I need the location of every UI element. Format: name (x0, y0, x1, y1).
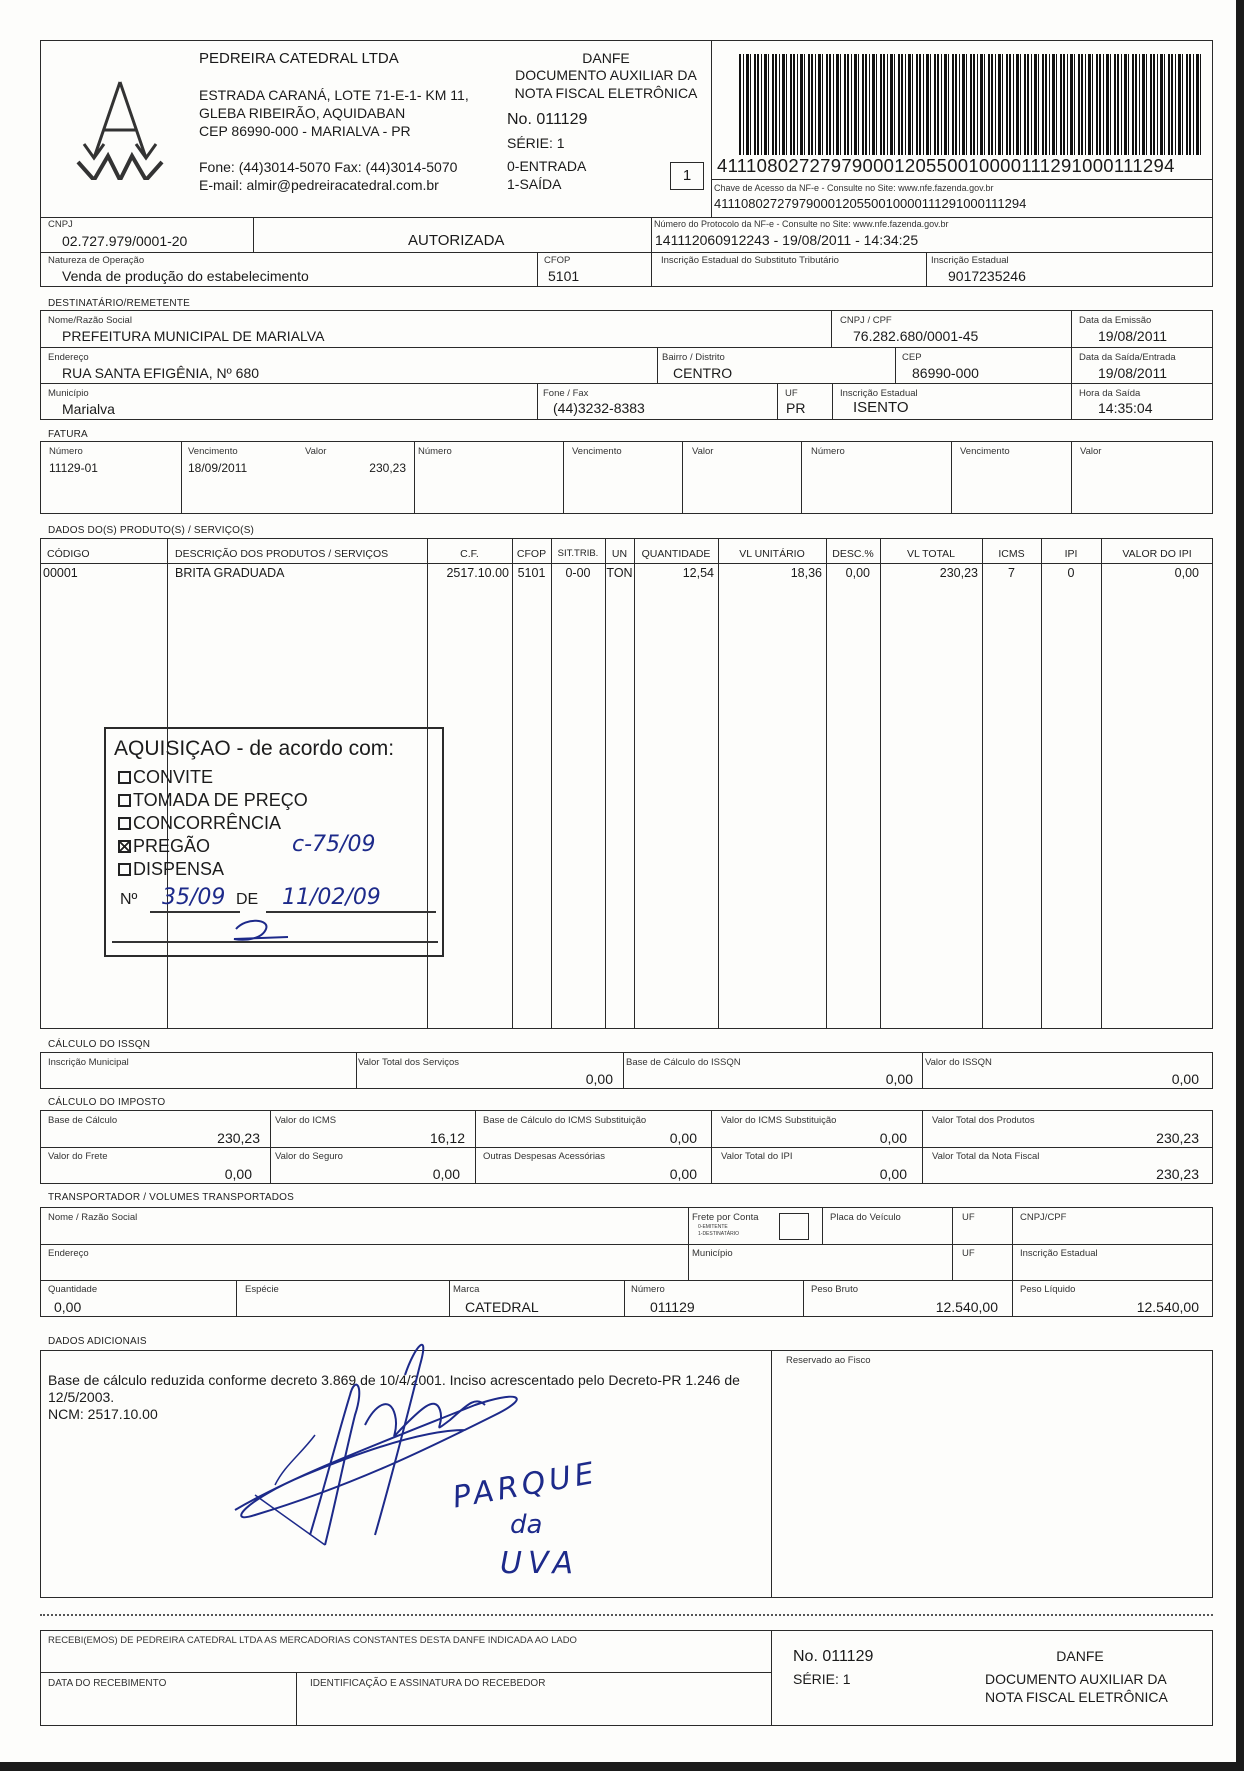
stamp-option-tomada: TOMADA DE PREÇO (118, 790, 308, 811)
canhoto-subtitle1: DOCUMENTO AUXILIAR DA (985, 1671, 1167, 1687)
prod-vl-total: 230,23 (939, 566, 978, 580)
transp-frete-label: Frete por Conta (692, 1212, 759, 1223)
prod-icms: 7 (1008, 566, 1015, 580)
transp-pbruto: 12.540,00 (935, 1299, 998, 1315)
transp-esp-label: Espécie (245, 1284, 279, 1295)
transp-qtd-label: Quantidade (48, 1284, 98, 1295)
col-ipi: IPI (1064, 548, 1078, 560)
dest-cep-label: CEP (902, 352, 922, 363)
emitter-name: PEDREIRA CATEDRAL LTDA (199, 50, 399, 67)
imp-outras-label: Outras Despesas Acessórias (483, 1151, 605, 1162)
stamp-num-prefix: Nº (120, 891, 138, 908)
fat-valor-label-1: Valor (305, 446, 327, 457)
fat-valor: 230,23 (369, 461, 406, 475)
issqn-vts: 0,00 (585, 1071, 613, 1087)
imp-tot-prod: 230,23 (1156, 1130, 1199, 1146)
handwritten-signature (215, 1335, 545, 1585)
imp-seguro-label: Valor do Seguro (275, 1151, 343, 1162)
imp-tot-nota: 230,23 (1156, 1166, 1199, 1182)
canhoto-subtitle2: NOTA FISCAL ELETRÔNICA (985, 1689, 1168, 1705)
dest-cnpj-label: CNPJ / CPF (840, 315, 892, 326)
prod-cf: 2517.10.00 (446, 566, 509, 580)
fat-numero-label-1: Número (49, 446, 83, 457)
transp-nome-label: Nome / Razão Social (48, 1212, 138, 1223)
handwritten-parque: PARQUE (450, 1455, 601, 1516)
transp-marca: CATEDRAL (465, 1299, 539, 1315)
imp-base-st: 0,00 (669, 1130, 697, 1146)
col-descricao: DESCRIÇÃO DOS PRODUTOS / SERVIÇOS (175, 548, 389, 560)
transp-placa-label: Placa do Veículo (830, 1212, 901, 1223)
imp-frete-label: Valor do Frete (48, 1151, 108, 1162)
dest-bairro: CENTRO (673, 365, 733, 381)
dest-emissao: 19/08/2011 (1098, 328, 1168, 344)
barcode-number: 41110802727979000120550010000111291000111294 (717, 155, 1175, 176)
fat-valor-label-2: Valor (692, 446, 714, 457)
transp-ie-label: Inscrição Estadual (1020, 1248, 1098, 1259)
transp-end-label: Endereço (48, 1248, 89, 1259)
issqn-vts-label: Valor Total dos Serviços (358, 1057, 460, 1068)
transp-marca-label: Marca (453, 1284, 480, 1295)
dest-uf-label: UF (785, 388, 798, 399)
dest-emissao-label: Data da Emissão (1079, 315, 1152, 326)
canhoto-data-label: DATA DO RECEBIMENTO (48, 1678, 167, 1689)
col-quantidade: QUANTIDADE (641, 548, 711, 560)
issqn-base: 0,00 (885, 1071, 913, 1087)
dest-ie: ISENTO (853, 399, 909, 416)
dest-name: PREFEITURA MUNICIPAL DE MARIALVA (62, 328, 325, 344)
danfe-title: DANFE (582, 50, 630, 66)
stamp-scribble (226, 917, 296, 947)
dest-addr: RUA SANTA EFIGÊNIA, Nº 680 (62, 365, 260, 381)
danfe-number: No. 011129 (507, 111, 588, 128)
stamp-hand-code: c-75/09 (292, 832, 376, 857)
imp-seguro: 0,00 (432, 1166, 460, 1182)
danfe-subtitle1: DOCUMENTO AUXILIAR DA (515, 67, 697, 83)
transp-mun-label: Município (692, 1248, 733, 1259)
imp-outras: 0,00 (669, 1166, 697, 1182)
dest-saida-label: Data da Saída/Entrada (1079, 352, 1176, 363)
col-un: UN (611, 548, 628, 560)
emitter-phone: Fone: (44)3014-5070 Fax: (44)3014-5070 (199, 159, 458, 175)
imp-frete: 0,00 (224, 1166, 252, 1182)
imp-base-label: Base de Cálculo (48, 1115, 118, 1126)
handwritten-uva: UVA (500, 1546, 579, 1581)
checked-checkbox-icon (118, 840, 131, 853)
stamp-option-dispensa: DISPENSA (118, 859, 224, 880)
dest-saida: 19/08/2011 (1098, 365, 1168, 381)
col-desc: DESC.% (832, 548, 874, 560)
stamp-hand-date: 11/02/09 (282, 885, 381, 910)
transp-frete-opt2: 1-DESTINATÁRIO (698, 1231, 740, 1237)
status-badge: AUTORIZADA (408, 232, 505, 249)
dest-mun: Marialva (62, 401, 115, 417)
dest-uf: PR (786, 400, 806, 416)
danfe-type-value: 1 (682, 167, 692, 184)
issqn-im-label: Inscrição Municipal (48, 1057, 129, 1068)
barcode-image (739, 54, 1202, 155)
cfop-label: CFOP (544, 255, 571, 266)
emitter-address1: ESTRADA CARANÁ, LOTE 71-E-1- KM 11, (199, 87, 469, 103)
prod-desc: 0,00 (845, 566, 870, 580)
fisco-label: Reservado ao Fisco (786, 1355, 871, 1366)
canhoto-title: DANFE (1056, 1648, 1104, 1664)
fatura-section-title: FATURA (48, 429, 88, 440)
frete-box (779, 1213, 809, 1240)
cut-line (40, 1614, 1213, 1616)
transp-pbruto-label: Peso Bruto (811, 1284, 858, 1295)
checkbox-icon (118, 771, 131, 784)
canhoto-receipt: RECEBI(EMOS) DE PEDREIRA CATEDRAL LTDA AS MERCADORIAS CONSTANTES DESTA DANFE INDICADA AO LADO (48, 1635, 577, 1646)
dest-mun-label: Município (48, 388, 89, 399)
danfe-serie: SÉRIE: 1 (507, 135, 565, 151)
cnpj-label: CNPJ (48, 219, 73, 230)
dest-addr-label: Endereço (48, 352, 89, 363)
protocol-value: 141112060912243 - 19/08/2011 - 14:34:25 (655, 232, 919, 248)
checkbox-icon (118, 817, 131, 830)
imposto-section-title: CÁLCULO DO IMPOSTO (48, 1097, 166, 1108)
fat-numero-label-3: Número (811, 446, 845, 457)
fat-numero: 11129-01 (49, 461, 98, 475)
emitter-address2: GLEBA RIBEIRÃO, AQUIDABAN (199, 105, 406, 121)
fat-venc-label-3: Vencimento (960, 446, 1010, 457)
scan-edge-bottom (0, 1762, 1244, 1771)
fat-numero-label-2: Número (418, 446, 452, 457)
col-icms: ICMS (998, 548, 1025, 560)
transp-pliq: 12.540,00 (1136, 1299, 1199, 1315)
transp-num-label: Número (631, 1284, 665, 1295)
prod-descricao: BRITA GRADUADA (175, 566, 285, 580)
col-codigo: CÓDIGO (47, 548, 90, 560)
transp-frete-opt1: 0-EMITENTE (698, 1224, 728, 1230)
imp-ipi-label: Valor Total do IPI (721, 1151, 793, 1162)
fat-venc-label-2: Vencimento (572, 446, 622, 457)
acquisition-stamp (104, 727, 444, 957)
ie-label: Inscrição Estadual (931, 255, 1009, 266)
checkbox-icon (118, 863, 131, 876)
access-key: 41110802727979000120550010000111291000111294 (714, 196, 1027, 211)
transp-pliq-label: Peso Líquido (1020, 1284, 1076, 1295)
col-vl-total: VL TOTAL (906, 548, 956, 560)
adicionais-line3: NCM: 2517.10.00 (48, 1406, 158, 1422)
col-sit-trib: SIT.TRIB. (557, 548, 599, 559)
emitter-email: E-mail: almir@pedreiracatedral.com.br (199, 177, 439, 193)
transp-qtd: 0,00 (54, 1299, 82, 1315)
adicionais-section-title: DADOS ADICIONAIS (48, 1336, 147, 1347)
canhoto-serie: SÉRIE: 1 (793, 1671, 851, 1687)
imp-base: 230,23 (217, 1130, 260, 1146)
dest-cnpj: 76.282.680/0001-45 (853, 328, 979, 344)
prod-ipi: 0 (1067, 566, 1075, 580)
col-vl-unitario: VL UNITÁRIO (739, 548, 805, 560)
imp-tot-prod-label: Valor Total dos Produtos (932, 1115, 1035, 1126)
prod-cfop: 5101 (517, 566, 546, 580)
cfop-value: 5101 (548, 268, 580, 284)
danfe-saida: 1-SAÍDA (507, 176, 562, 192)
scan-edge-right (1236, 0, 1244, 1771)
prod-quantidade: 12,54 (682, 566, 714, 580)
stamp-option-convite: CONVITE (118, 767, 213, 788)
imp-tot-nota-label: Valor Total da Nota Fiscal (932, 1151, 1040, 1162)
dest-fone: (44)3232-8383 (553, 400, 645, 416)
prod-vl-unitario: 18,36 (790, 566, 822, 580)
dest-section-title: DESTINATÁRIO/REMETENTE (48, 298, 191, 309)
issqn-base-label: Base de Cálculo do ISSQN (626, 1057, 741, 1068)
stamp-option-pregao: PREGÃO (118, 836, 210, 857)
transp-section-title: TRANSPORTADOR / VOLUMES TRANSPORTADOS (48, 1192, 294, 1203)
ie-st-label: Inscrição Estadual do Substituto Tributário (661, 255, 839, 266)
handwritten-da: da (510, 1510, 543, 1540)
danfe-subtitle2: NOTA FISCAL ELETRÔNICA (514, 85, 698, 101)
nat-value: Venda de produção do estabelecimento (62, 268, 309, 284)
issqn-valor-label: Valor do ISSQN (925, 1057, 992, 1068)
adicionais-line2: 12/5/2003. (48, 1389, 115, 1405)
dest-hora-label: Hora da Saída (1079, 388, 1141, 399)
dest-bairro-label: Bairro / Distrito (662, 352, 725, 363)
fat-valor-label-3: Valor (1080, 446, 1102, 457)
prod-codigo: 00001 (43, 566, 78, 580)
prod-sit-trib: 0-00 (565, 566, 591, 580)
imp-icms-label: Valor do ICMS (275, 1115, 337, 1126)
dest-ie-label: Inscrição Estadual (840, 388, 918, 399)
issqn-section-title: CÁLCULO DO ISSQN (48, 1039, 151, 1050)
fat-venc: 18/09/2011 (188, 461, 248, 475)
transp-num: 011129 (650, 1299, 695, 1315)
issqn-valor: 0,00 (1171, 1071, 1199, 1087)
canhoto-number: No. 011129 (793, 1648, 874, 1665)
prod-un: TON (606, 566, 633, 580)
danfe-entrada: 0-ENTRADA (507, 158, 587, 174)
imp-ipi: 0,00 (879, 1166, 907, 1182)
dest-fone-label: Fone / Fax (543, 388, 589, 399)
emitter-address3: CEP 86990-000 - MARIALVA - PR (199, 123, 411, 139)
access-key-label: Chave de Acesso da NF-e - Consulte no Site: www.nfe.fazenda.gov.br (714, 183, 994, 193)
dest-hora: 14:35:04 (1098, 400, 1153, 416)
produtos-section-title: DADOS DO(S) PRODUTO(S) / SERVIÇO(S) (48, 525, 255, 536)
stamp-de: DE (236, 891, 259, 908)
protocol-label: Número do Protocolo da NF-e - Consulte no Site: www.nfe.fazenda.gov.br (654, 219, 949, 229)
ie-value: 9017235246 (948, 268, 1026, 284)
checkbox-icon (118, 794, 131, 807)
nat-label: Natureza de Operação (48, 255, 145, 266)
imp-icms-st-label: Valor do ICMS Substituição (721, 1115, 837, 1126)
dest-cep: 86990-000 (912, 365, 979, 381)
imp-base-st-label: Base de Cálculo do ICMS Substituição (483, 1115, 647, 1126)
transp-uf-label: UF (962, 1212, 975, 1223)
col-valor-ipi: VALOR DO IPI (1122, 548, 1192, 560)
stamp-hand-num: 35/09 (162, 885, 226, 910)
stamp-option-concorrencia: CONCORRÊNCIA (118, 813, 281, 834)
col-cf: C.F. (460, 548, 479, 560)
transp-cnpj-label: CNPJ/CPF (1020, 1212, 1067, 1223)
adicionais-line1: Base de cálculo reduzida conforme decreto 3.869 de 10/4/2001. Inciso acrescentado pelo Decreto-PR 1.246 de (48, 1372, 740, 1388)
imp-icms-st: 0,00 (879, 1130, 907, 1146)
prod-valor-ipi: 0,00 (1174, 566, 1199, 580)
canhoto-ident-label: IDENTIFICAÇÃO E ASSINATURA DO RECEBEDOR (310, 1678, 546, 1689)
stamp-title: AQUISIÇAO - de acordo com: (114, 737, 395, 760)
company-logo (74, 78, 166, 180)
fat-venc-label-1: Vencimento (188, 446, 238, 457)
col-cfop: CFOP (516, 548, 547, 560)
imp-icms: 16,12 (429, 1130, 465, 1146)
transp-uf2-label: UF (962, 1248, 975, 1259)
dest-name-label: Nome/Razão Social (48, 315, 132, 326)
cnpj-value: 02.727.979/0001-20 (62, 233, 188, 249)
